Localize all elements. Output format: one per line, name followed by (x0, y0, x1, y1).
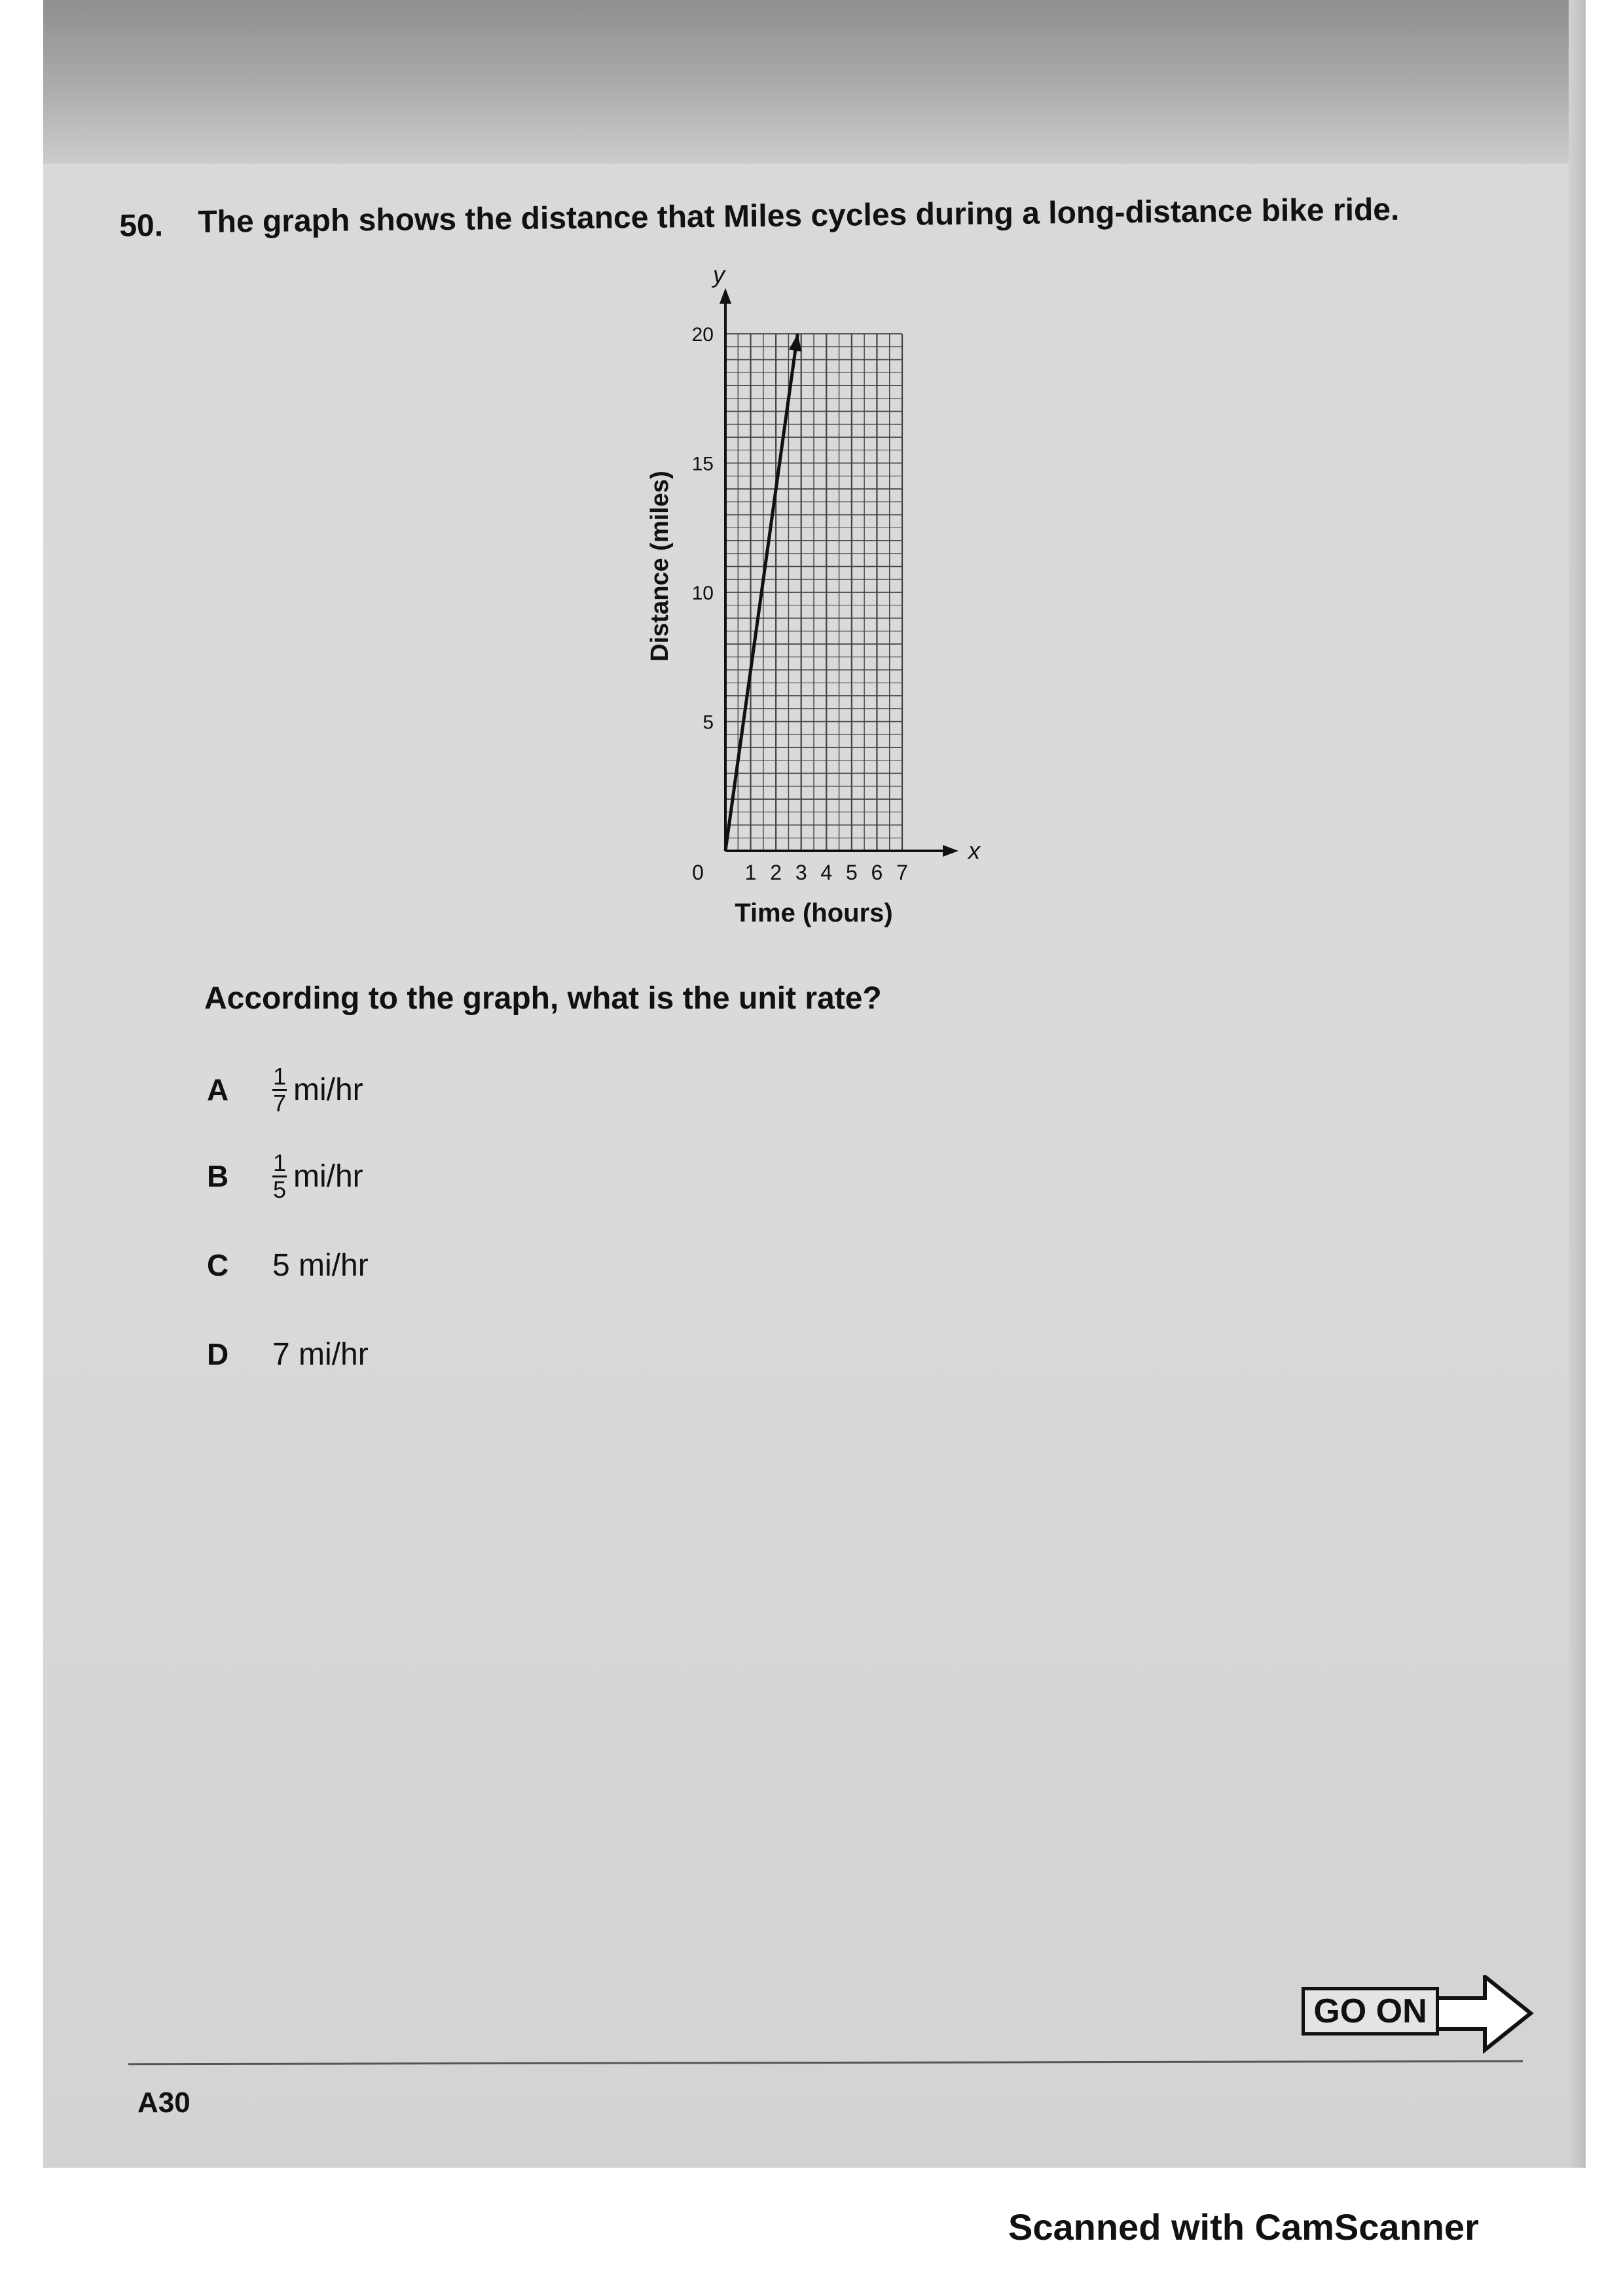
series-arrowhead (789, 334, 802, 351)
x-tick-label: 7 (896, 861, 908, 884)
choice-c-text: 5 mi/hr (272, 1247, 369, 1283)
choice-b-fraction (272, 1151, 287, 1202)
y-tick-label: 5 (702, 711, 714, 734)
x-axis-arrowhead (943, 845, 958, 857)
choice-b[interactable] (207, 1147, 363, 1206)
choice-c-letter: C (207, 1248, 229, 1282)
choice-a-unit: mi/hr (293, 1072, 363, 1107)
x-tick-label: 6 (871, 861, 883, 884)
question-number: 50. (119, 208, 164, 243)
choice-d-letter: D (207, 1337, 229, 1371)
choice-b-numerator: 1 (272, 1149, 287, 1176)
choice-d-text: 7 mi/hr (272, 1336, 369, 1372)
question-stem: The graph shows the distance that Miles cycles during a long-distance bike ride. (198, 192, 1400, 240)
choice-a-fraction (272, 1064, 287, 1116)
x-tick-label: 0 (692, 861, 704, 884)
y-tick-label: 10 (691, 583, 714, 604)
go-on-label: GO ON (1302, 1987, 1439, 2036)
distance-time-graph (629, 268, 995, 936)
y-tick-label: 15 (691, 453, 714, 475)
x-tick-label: 1 (744, 861, 757, 884)
x-axis-letter: x (968, 837, 980, 864)
y-axis-title: Distance (miles) (646, 471, 674, 662)
choice-a-denominator: 7 (272, 1089, 287, 1117)
choice-a[interactable] (207, 1060, 363, 1119)
choice-b-denominator: 5 (272, 1175, 287, 1203)
y-axis-letter: y (713, 268, 725, 288)
x-axis-title: Time (hours) (735, 899, 893, 927)
question-prompt: According to the graph, what is the unit rate? (204, 981, 882, 1016)
choice-a-letter: A (207, 1073, 229, 1107)
page-code: A30 (137, 2087, 191, 2119)
choice-c[interactable] (207, 1236, 369, 1295)
scanner-watermark: Scanned with CamScanner (1008, 2206, 1479, 2248)
x-tick-label: 3 (795, 861, 807, 884)
y-tick-label: 20 (691, 324, 714, 346)
x-tick-label: 2 (770, 861, 782, 884)
choice-b-letter: B (207, 1159, 229, 1193)
choice-a-numerator: 1 (272, 1062, 287, 1090)
x-tick-label: 4 (820, 861, 833, 884)
go-on-button[interactable] (1302, 1975, 1537, 2054)
choice-d[interactable] (207, 1325, 369, 1384)
y-axis-arrowhead (720, 288, 731, 304)
choice-b-unit: mi/hr (293, 1158, 363, 1194)
page-edge (1569, 0, 1586, 2168)
graph-grid (725, 334, 902, 851)
x-tick-label: 5 (845, 861, 858, 884)
